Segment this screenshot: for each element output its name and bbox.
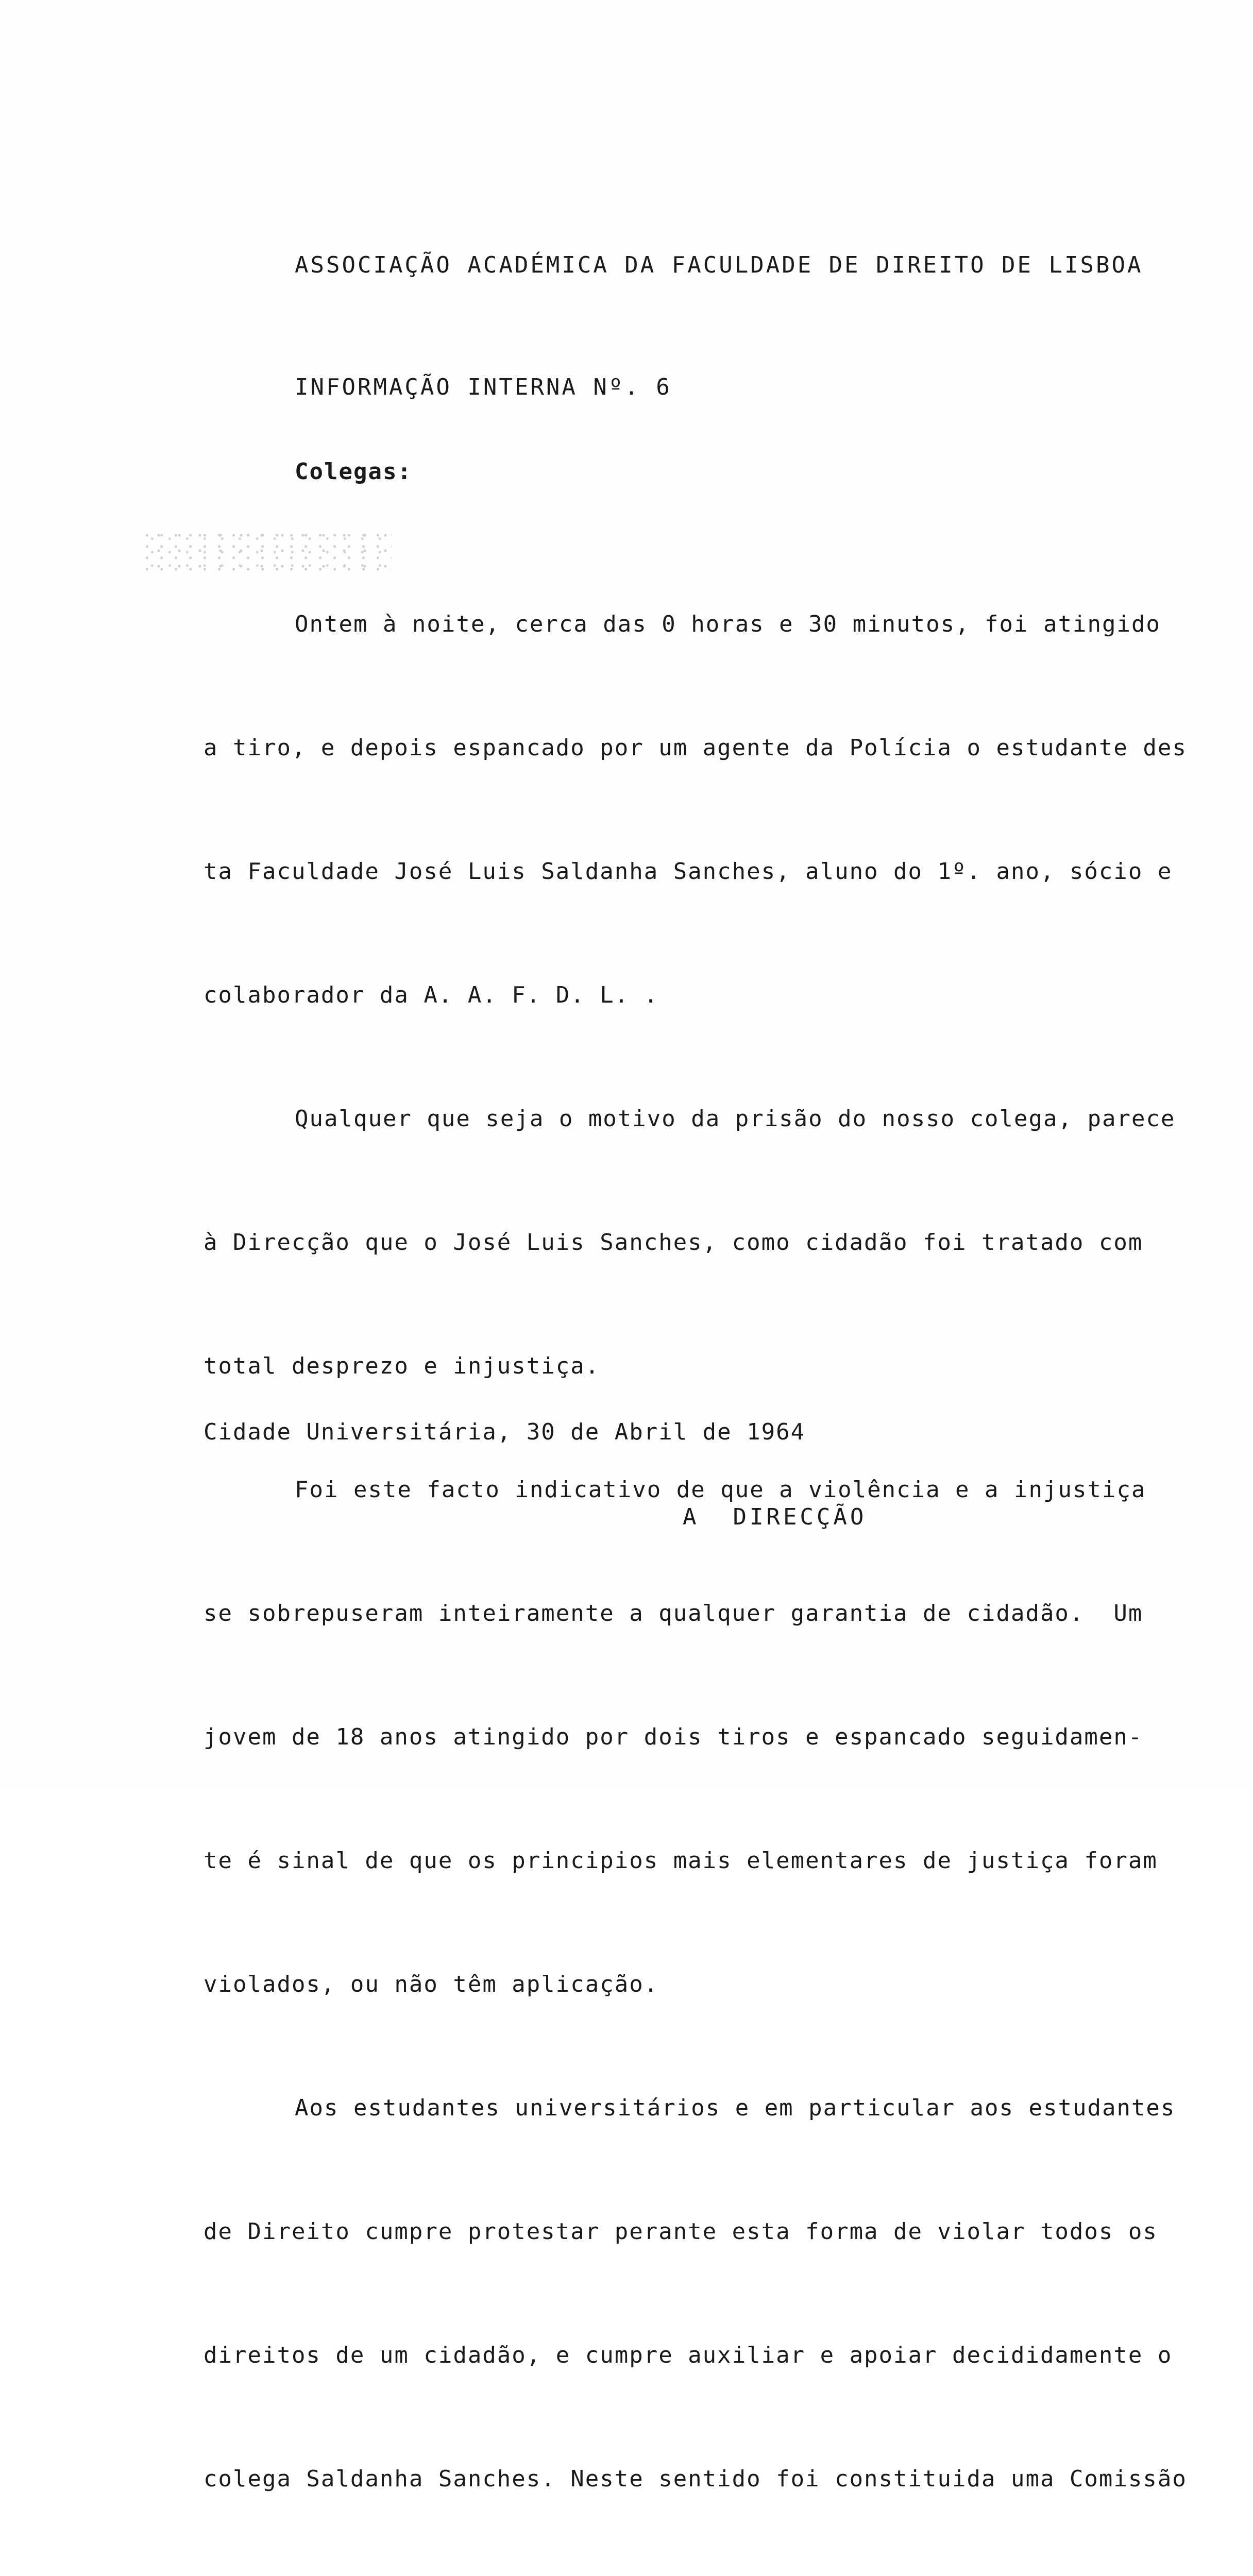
body-line: Qualquer que seja o motivo da prisão do nosso colega, parece xyxy=(295,1106,1176,1132)
document-date: Cidade Universitária, 30 de Abril de 1964 xyxy=(204,1419,806,1445)
body-line: jovem de 18 anos atingido por dois tiros e espancado seguidamen- xyxy=(204,1724,1143,1750)
body-line: a tiro, e depois espancado por um agente da Polícia o estudante des xyxy=(204,735,1187,761)
body-line: colega Saldanha Sanches. Neste sentido foi constituida uma Comissão xyxy=(204,2466,1187,2492)
body-line: Foi este facto indicativo de que a violência e a injustiça xyxy=(295,1477,1146,1503)
body-line: violados, ou não têm aplicação. xyxy=(204,1971,659,1997)
body-line: de Direito cumpre protestar perante esta forma de violar todos os xyxy=(204,2218,1158,2245)
document-header: ASSOCIAÇÃO ACADÉMICA DA FACULDADE DE DIREITO DE LISBOA xyxy=(295,252,1143,278)
body-line: ta Faculdade José Luis Saldanha Sanches, aluno do 1º. ano, sócio e xyxy=(204,858,1173,885)
document-greeting: Colegas: xyxy=(295,459,412,485)
body-line: te é sinal de que os principios mais elementares de justiça foram xyxy=(204,1848,1158,1874)
body-line: Ontem à noite, cerca das 0 horas e 30 minutos, foi atingido xyxy=(295,611,1161,637)
body-line: Aos estudantes universitários e em particular aos estudantes xyxy=(295,2095,1176,2121)
body-line: à Direcção que o José Luis Sanches, como cidadão foi tratado com xyxy=(204,1229,1143,1256)
body-line: direitos de um cidadão, e cumpre auxiliar e apoiar decididamente o xyxy=(204,2342,1173,2368)
body-line: se sobrepuseram inteiramente a qualquer garantia de cidadão. Um xyxy=(204,1600,1143,1626)
document-info-title: INFORMAÇÃO INTERNA Nº. 6 xyxy=(295,374,672,400)
document-signature: A DIRECÇÃO xyxy=(683,1504,867,1530)
document-body xyxy=(204,521,1213,2576)
body-line: colaborador da A. A. F. D. L. . xyxy=(204,982,659,1008)
body-line: total desprezo e injustiça. xyxy=(204,1353,600,1379)
